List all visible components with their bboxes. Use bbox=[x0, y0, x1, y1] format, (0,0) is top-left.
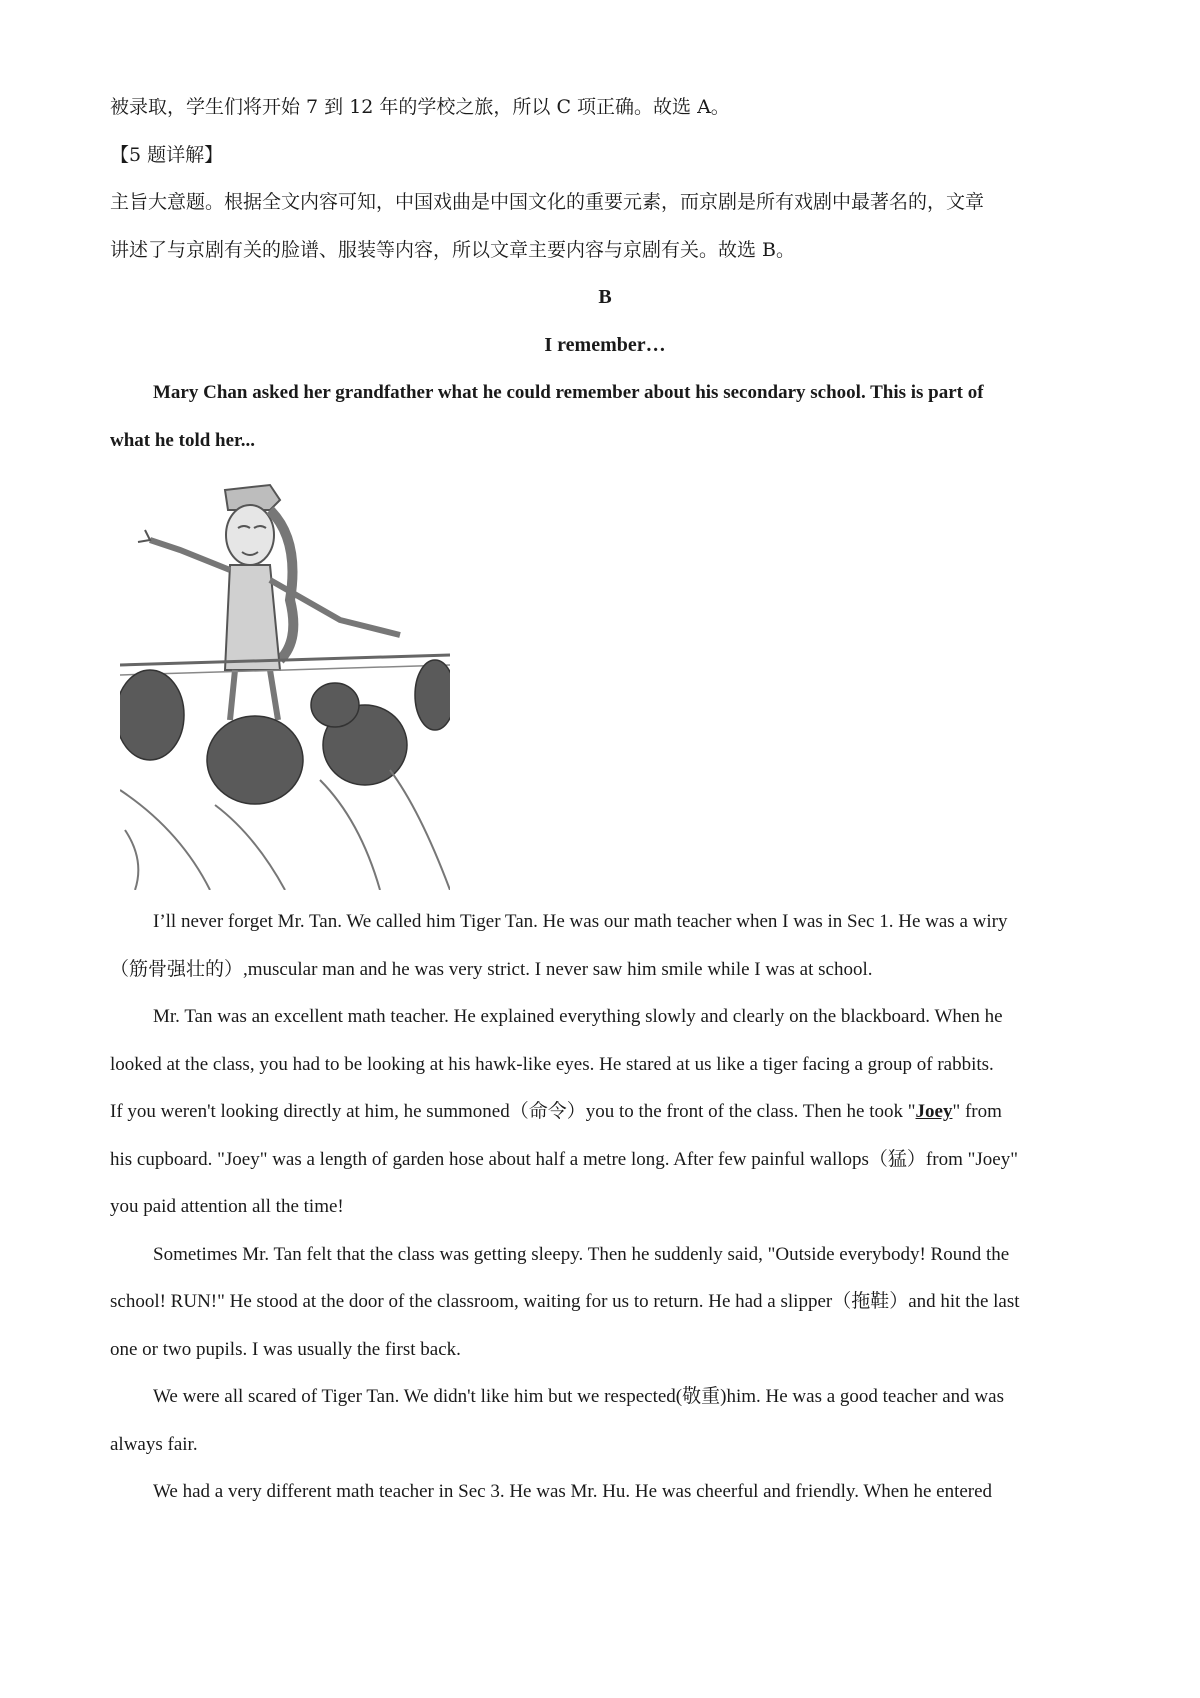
story-paragraph-4-line-1: We were all scared of Tiger Tan. We didn't like him but we respected(敬重)him. He was a good teacher and was bbox=[153, 1386, 1004, 1407]
question-5-text-line-1: 主旨大意题。根据全文内容可知，中国戏曲是中国文化的重要元素，而京剧是所有戏剧中最著名的，文章 bbox=[110, 191, 985, 213]
story-paragraph-2-line-4: his cupboard. "Joey" was a length of garden hose about half a metre long. After few painful wallops（猛）from "Joey" bbox=[110, 1148, 1018, 1170]
story-paragraph-2-line-5: you paid attention all the time! bbox=[110, 1196, 344, 1217]
story-paragraph-5-line-1: We had a very different math teacher in Sec 3. He was Mr. Hu. He was cheerful and friendly. When he entered bbox=[153, 1481, 993, 1502]
story-paragraph-2-line-3 bbox=[110, 1088, 1100, 1136]
document-page bbox=[110, 0, 1100, 1516]
story-paragraph-1-line-1: I’ll never forget Mr. Tan. We called him Tiger Tan. He was our math teacher when I was in Sec 1. He was a wiry bbox=[153, 911, 1008, 932]
section-letter: B bbox=[598, 286, 612, 308]
story-paragraph-2-line-2: looked at the class, you had to be looking at his hawk-like eyes. He stared at us like a tiger facing a group of rabbits. bbox=[110, 1053, 994, 1075]
question-5-heading: 【5 题详解】 bbox=[110, 143, 224, 166]
story-paragraph-3-line-2: school! RUN!" He stood at the door of the classroom, waiting for us to return. He had a slipper（拖鞋）and hit the last bbox=[110, 1291, 1020, 1312]
story-paragraph-4-line-2: always fair. bbox=[110, 1433, 198, 1455]
passage-title: I remember… bbox=[544, 333, 666, 356]
story-paragraph-3-line-3: one or two pupils. I was usually the first back. bbox=[110, 1338, 461, 1360]
passage-intro-line-2: what he told her... bbox=[110, 429, 255, 451]
passage-intro-line-1: Mary Chan asked her grandfather what he could remember about his secondary school. This is part of bbox=[153, 382, 984, 403]
teacher-classroom-drawing-icon bbox=[120, 470, 450, 890]
story-paragraph-2-line-1: Mr. Tan was an excellent math teacher. He explained everything slowly and clearly on the blackboard. When he bbox=[153, 1006, 1003, 1027]
story-text-segment: If you weren't looking directly at him, he summoned（命令）you to the front of the class. Then he took " bbox=[110, 1101, 916, 1122]
story-paragraph-3-line-1: Sometimes Mr. Tan felt that the class was getting sleepy. Then he suddenly said, "Outside everybody! Round the bbox=[153, 1243, 1010, 1265]
question-5-text-line-2: 讲述了与京剧有关的脸谱、服装等内容，所以文章主要内容与京剧有关。故选 B。 bbox=[110, 238, 796, 261]
story-text-segment: " from bbox=[952, 1101, 1002, 1122]
answer-explanation-line: 被录取，学生们将开始 7 到 12 年的学校之旅，所以 C 项正确。故选 A。 bbox=[110, 96, 730, 118]
joey-underlined-word: Joey bbox=[915, 1101, 953, 1122]
story-paragraph-1-line-2: （筋骨强壮的）,muscular man and he was very strict. I never saw him smile while I was at school. bbox=[110, 958, 873, 980]
